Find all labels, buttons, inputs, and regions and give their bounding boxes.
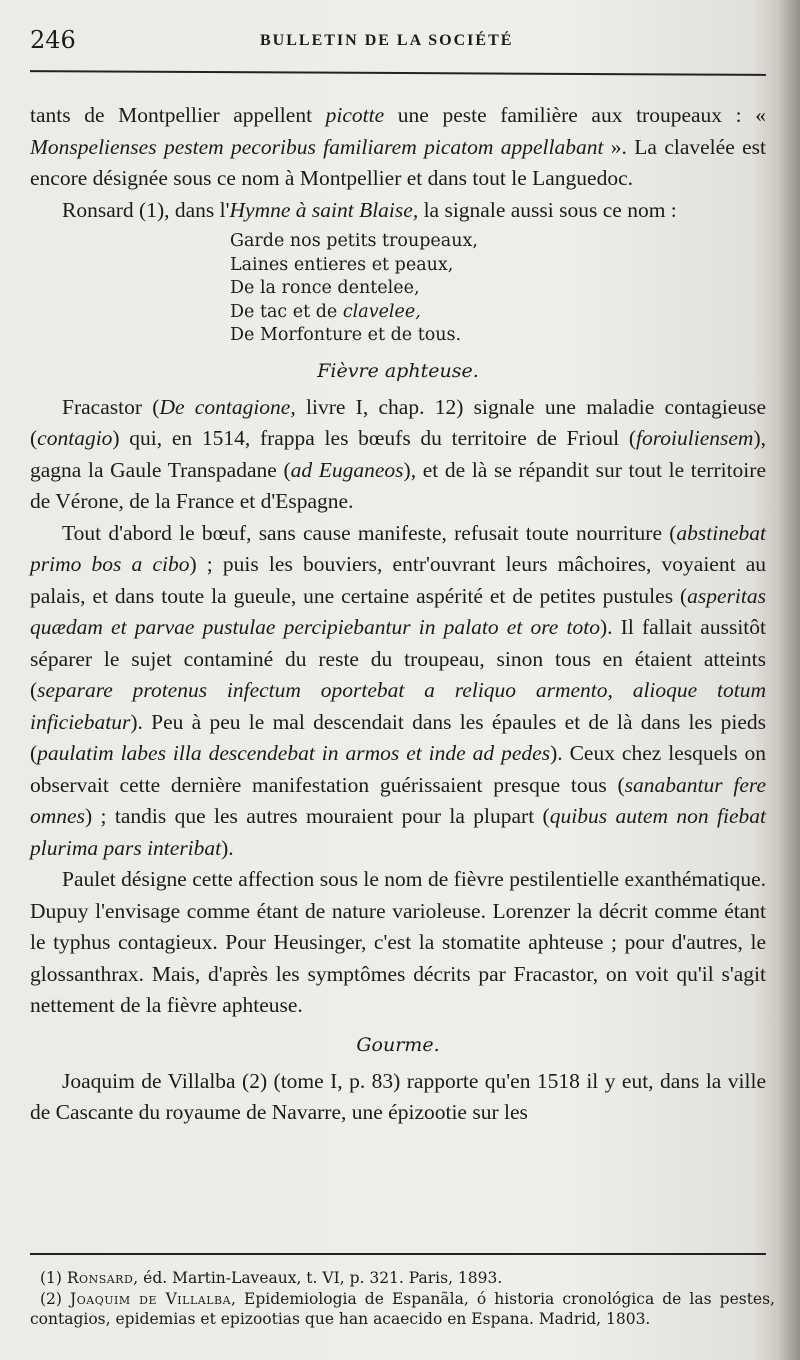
footnote-rule <box>30 1253 766 1255</box>
paragraph-4: Tout d'abord le bœuf, sans cause manifeste, refusait toute nourriture (abstinebat primo bos a cibo) ; puis les bouviers, entr'ouvrant leurs mâchoires, voyaient au palais, et dans toute la gueule, une certaine aspérité et de petites pustules (asperitas quædam et parvae pustulae percipiebantur in palato et ore toto). Il fallait aussitôt séparer le sujet contaminé du reste du troupeau, sinon tous en étaient atteints (separare protenus infectum oportebat a reliquo armento, alioque totum inficiebatur). Peu à peu le mal descendait dans les épaules et de là dans les pieds (paulatim labes illa descendebat in armos et inde ad pedes). Ceux chez lesquels on observait cette dernière manifestation guérissaient presque tous (sanabantur fere omnes) ; tandis que les autres mouraient pour la plupart (quibus autem non fiebat plurima pars interibat). <box>30 520 767 860</box>
verse-line: Laines entieres et peaux, <box>230 254 454 275</box>
paragraph-3: Fracastor (De contagione, livre I, chap. 12) signale une maladie contagieuse (contagio) qui, en 1514, frappa les bœufs du territoire de Frioul (foroiuliensem), gagna la Gaule Transpadane (ad Euganeos), et de là se répandit sur tout le territoire de Vérone, de la France et d'Espagne. <box>30 394 767 513</box>
page-number: 246 <box>30 26 76 54</box>
section-title-gourme: Gourme. <box>356 1033 440 1056</box>
running-head: BULLETIN DE LA SOCIÉTÉ <box>260 32 514 49</box>
verse-line: De Morfonture et de tous. <box>230 325 462 345</box>
header-rule <box>30 70 766 76</box>
verse-line: De tac et de clavelee, <box>230 301 421 322</box>
paragraph-6: Joaquim de Villalba (2) (tome I, p. 83) rapporte qu'en 1518 il y eut, dans la ville de Cascante du royaume de Navarre, une épizootie sur les <box>30 1068 766 1124</box>
footnote-1: (1) Ronsard, éd. Martin-Laveaux, t. VI, p. 321. Paris, 1893. <box>40 1269 503 1287</box>
verse-line: De la ronce dentelee, <box>230 278 420 298</box>
footnotes <box>30 1268 775 1330</box>
page-gutter-shadow <box>778 0 800 1360</box>
paragraph-2: Ronsard (1), dans l'Hymne à saint Blaise, la signale aussi sous ce nom : <box>62 197 677 222</box>
page-header <box>30 22 770 62</box>
footnote-2: (2) Joaquim de Villalba, Epidemiologia de Espanãla, ó historia cronológica de las pestes, contagios, epidemias et epizootias que han acaecido en Espana. Madrid, 1803. <box>30 1289 775 1328</box>
verse-line: Garde nos petits troupeaux, <box>230 231 478 251</box>
body-text <box>30 100 766 1129</box>
section-title-fievre-aphteuse: Fièvre aphteuse. <box>317 359 479 382</box>
verse-quote <box>230 230 766 348</box>
paragraph-1: tants de Montpellier appellent picotte une peste familière aux troupeaux : « Monspelienses pestem pecoribus familiarem picatom appellabant ». La clavelée est encore désignée sous ce nom à Montpellier et dans tout le Languedoc. <box>30 103 767 190</box>
paragraph-5: Paulet désigne cette affection sous le nom de fièvre pestilentielle exanthématique. Dupuy l'envisage comme étant de nature varioleuse. Lorenzer la décrit comme étant le typhus contagieux. Pour Heusinger, c'est la stomatite aphteuse ; pour d'autres, le glossanthrax. Mais, d'après les symptômes décrits par Fracastor, on voit qu'il s'agit nettement de la fièvre aphteuse. <box>30 867 766 1017</box>
